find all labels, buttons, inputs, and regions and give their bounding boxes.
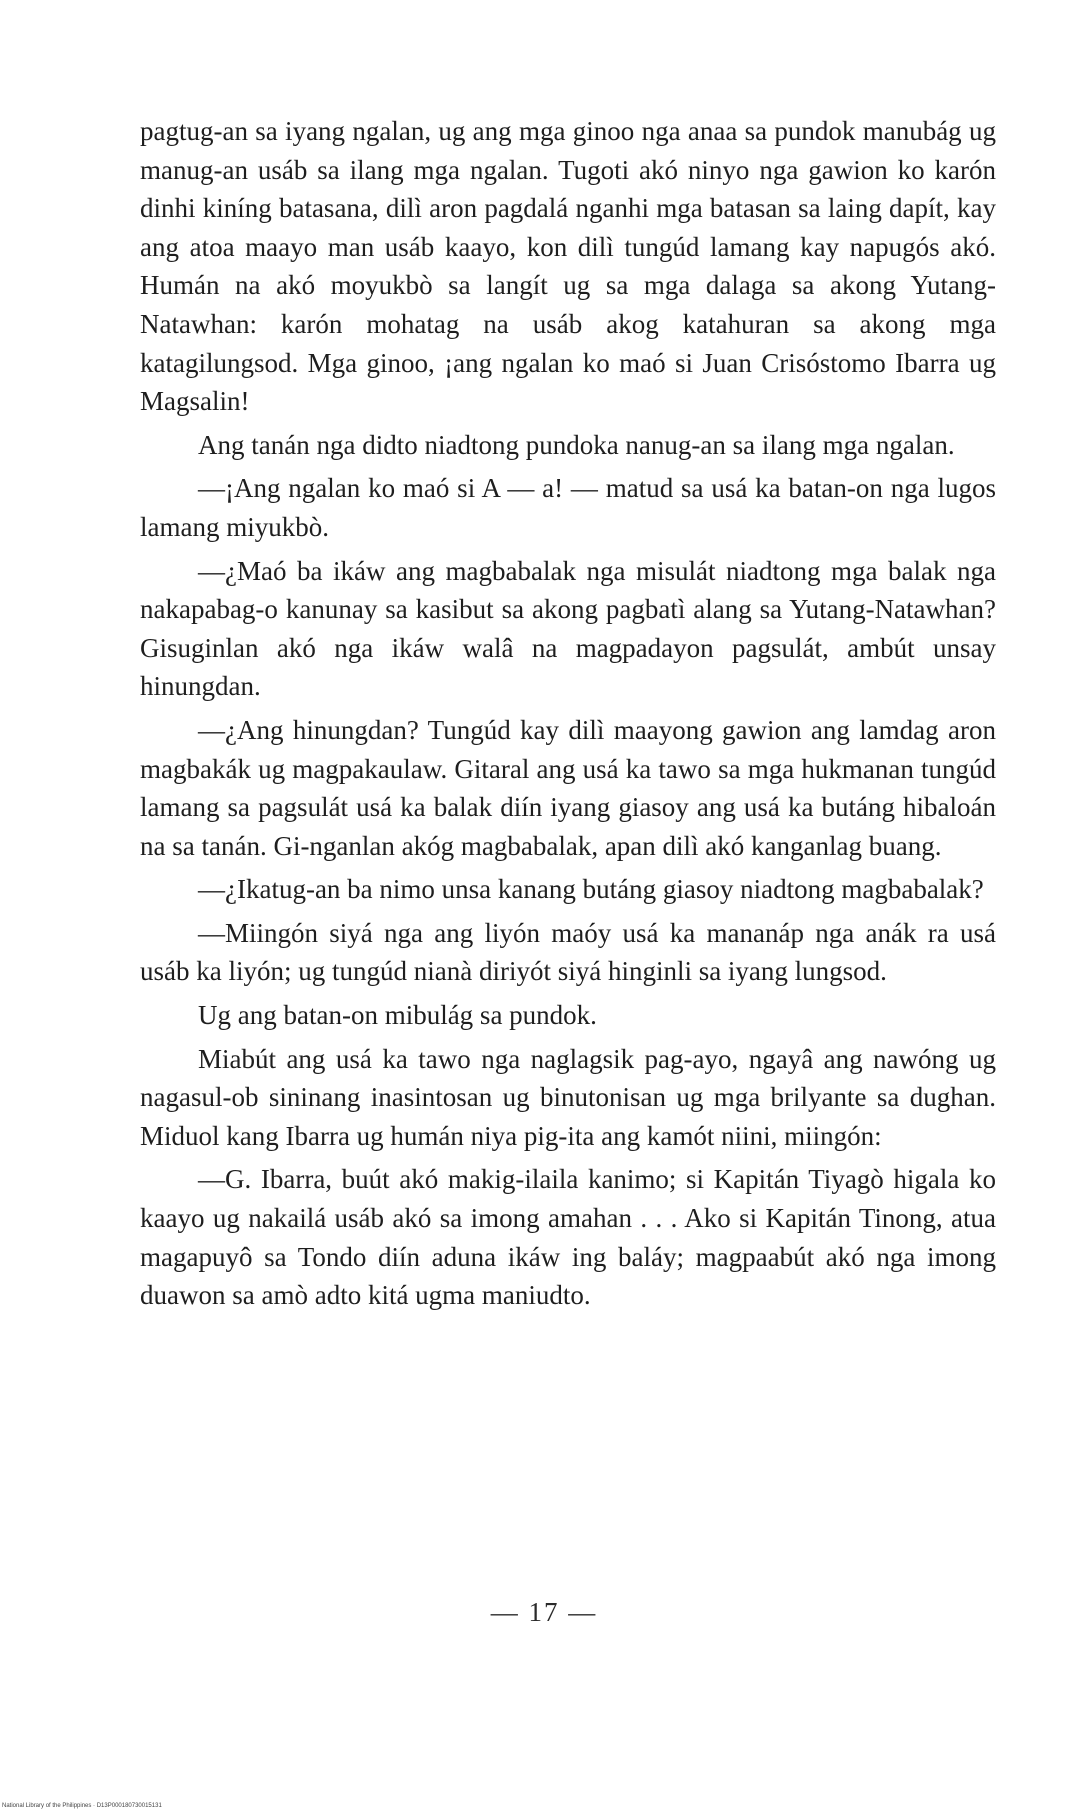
- paragraph-4: —¿Maó ba ikáw ang magbabalak nga misulát niadtong mga balak nga nakapabag-o kanunay sa kasibut sa akong pagbatì alang sa Yutang-Natawhan? Gisuginlan akó nga ikáw walâ na magpadayon pagsulát, ambút unsay hinungdan.: [140, 555, 996, 702]
- page-number: — 17 —: [490, 1597, 598, 1627]
- paragraph-1: pagtug-an sa iyang ngalan, ug ang mga ginoo nga anaa sa pundok manubág ug manug-an usáb sa ilang mga ngalan. Tugoti akó ninyo nga gawion ko karón dinhi kiníng batasana, dilì aron pagdalá nganhi mga batasan sa laing dapít, kay ang atoa maayo man usáb kaayo, kon dilì tungúd lamang kay napugós akó. Humán na akó moyukbò sa langít ug sa mga dalaga sa akong Yutang-Natawhan: karón mohatag na usáb akog katahuran sa akong mga katagilungsod. Mga ginoo, ¡ang ngalan ko maó si Juan Crisóstomo Ibarra ug Magsalin!: [140, 116, 996, 417]
- paragraph-2: Ang tanán nga didto niadtong pundoka nanug-an sa ilang mga ngalan.: [198, 429, 955, 460]
- scan-footer-note: National Library of the Philippines · D13P000180730015131: [2, 1803, 162, 1809]
- paragraph-8: Ug ang batan-on mibulág sa pundok.: [198, 1000, 597, 1031]
- document-body: [140, 112, 996, 1320]
- paragraph-7: —Miingón siyá nga ang liyón maóy usá ka mananáp nga anák ra usá usáb ka liyón; ug tungúd nianà diriyót siyá hinginli sa iyang lungsod.: [140, 917, 996, 987]
- paragraph-6: —¿Ikatug-an ba nimo unsa kanang butáng giasoy niadtong magbabalak?: [198, 874, 984, 905]
- paragraph-3: —¡Ang ngalan ko maó si A — a! — matud sa usá ka batan-on nga lugos lamang miyukbò.: [140, 473, 996, 542]
- paragraph-5: —¿Ang hinungdan? Tungúd kay dilì maayong gawion ang lamdag aron magbakák ug magpakaulaw. Gitaral ang usá ka tawo sa mga hukmanan tungúd lamang sa pagsulát usá ka balak diín iyang giasoy ang usá ka butáng hibaloán na sa tanán. Gi-nganlan akóg magbabalak, apan dilì akó kanganlag buang.: [140, 714, 996, 861]
- paragraph-10: —G. Ibarra, buút akó makig-ilaila kanimo; si Kapitán Tiyagò higala ko kaayo ug nakailá usáb akó sa imong amahan . . . Ako si Kapitán Tinong, atua magapuyô sa Tondo diín aduna ikáw ing baláy; magpaabút akó nga imong duawon sa amò adto kitá ugma maniudto.: [140, 1164, 996, 1311]
- paragraph-9: Miabút ang usá ka tawo nga naglagsik pag-ayo, ngayâ ang nawóng ug nagasul-ob sininang inasintosan ug binutonisan ug mga brilyante sa dughan. Miduol kang Ibarra ug humán niya pig-ita ang kamót niini, miingón:: [140, 1043, 996, 1151]
